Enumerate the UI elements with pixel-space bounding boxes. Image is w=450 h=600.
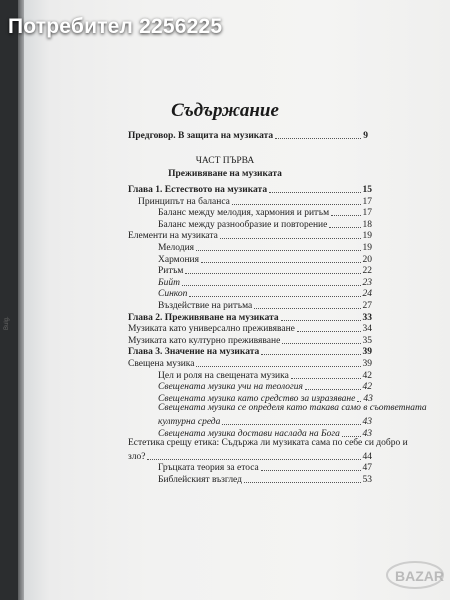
toc-leader-dots: [329, 227, 360, 228]
toc-leader-dots: [189, 296, 360, 297]
toc-entry-title: Свещената музика учи на теология: [158, 382, 303, 393]
toc-entry-title: Глава 3. Значение на музиката: [128, 347, 260, 358]
toc-entry: [158, 369, 372, 381]
toc-entry: [128, 334, 372, 346]
toc-leader-dots: [261, 354, 360, 355]
toc-leader-dots: [342, 436, 361, 437]
toc-leader-dots: [147, 459, 360, 460]
toc-entry: [128, 357, 372, 369]
toc-entry: [158, 392, 372, 404]
toc-entry-title: Гръцката теория за етоса: [158, 463, 259, 474]
toc-leader-dots: [185, 273, 360, 274]
toc-entry: [158, 276, 372, 288]
toc-entry-title: Баланс между мелодия, хармония и ритъм: [158, 208, 330, 219]
toc-entry: [128, 311, 372, 323]
toc-entry: [128, 450, 372, 462]
toc-entry: [158, 473, 372, 485]
toc-entry: [158, 264, 372, 276]
toc-leader-dots: [357, 401, 361, 402]
toc-entry-title: Предговор. В защита на музиката: [128, 131, 274, 141]
toc-entry-title: Принципът на баланса: [138, 196, 230, 207]
toc-entry-title: Бийт: [158, 277, 180, 288]
toc-entry-page: 44: [362, 451, 372, 462]
toc-preface: [128, 129, 368, 141]
toc-entry-page: 33: [362, 312, 372, 323]
toc-entry-title: Свещената музика достави наслада на Бога: [158, 428, 340, 439]
toc-entry-title: Библейският възглед: [158, 475, 242, 485]
toc-entry-page: 47: [362, 463, 372, 474]
bazar-watermark-logo: [385, 560, 445, 590]
toc-entry: [128, 183, 372, 195]
toc-leader-dots: [254, 308, 360, 309]
toc-entry: [158, 206, 372, 218]
toc-entry: [158, 253, 372, 265]
toc-entry: [158, 241, 372, 253]
toc-leader-dots: [291, 378, 361, 379]
toc-entry-page: 18: [362, 219, 372, 230]
seller-username-overlay: Потребител 2256225: [8, 15, 223, 38]
watermark-text: BAZAR: [395, 568, 444, 584]
toc-leader-dots: [232, 204, 361, 205]
toc-entry-page: 42: [362, 370, 372, 381]
toc-entry: [158, 287, 372, 299]
toc-entry-page: 24: [362, 289, 372, 300]
toc-entry-page: 19: [362, 243, 372, 253]
toc-entry-page: 43: [362, 417, 372, 427]
toc-leader-dots: [222, 424, 360, 425]
toc-leader-dots: [261, 470, 361, 471]
toc-entry: [158, 427, 372, 439]
toc-entry: [158, 380, 372, 392]
toc-leader-dots: [201, 262, 361, 263]
toc-entry-page: 15: [362, 185, 372, 195]
toc-entry: [158, 461, 372, 473]
page-margin-text: Bulg.: [4, 316, 10, 330]
toc-leader-dots: [182, 285, 361, 286]
toc-entry-title-line1: Естетика срещу етика: Съдържа ли музиката сама по себе си добро и: [128, 438, 408, 449]
toc-leader-dots: [220, 238, 361, 239]
toc-entry: [128, 345, 372, 357]
toc-entry-page: 39: [362, 347, 372, 358]
toc-entry-title: Свещена музика: [128, 359, 195, 369]
toc-entry-title: Музиката като културно преживяване: [128, 335, 281, 346]
toc-entry-title: Въздействие на ритъма: [158, 301, 253, 311]
toc-leader-dots: [282, 343, 360, 344]
toc-entry-page: 19: [362, 231, 372, 242]
toc-entry-page: 22: [362, 266, 372, 277]
toc-entry-title: Мелодия: [158, 243, 195, 253]
toc-entry-page: 43: [362, 428, 372, 439]
toc-entry: [158, 218, 372, 230]
toc-leader-dots: [275, 138, 361, 139]
toc-entry-title-line1: Свещената музика се определя като такава само в съответната: [158, 403, 427, 414]
toc-entry-page: 35: [362, 335, 372, 346]
toc-leader-dots: [196, 366, 360, 367]
toc-entry-title-line2: зло?: [128, 451, 146, 462]
toc-entry-title: Ритъм: [158, 266, 184, 277]
toc-leader-dots: [331, 215, 360, 216]
toc-entry-title-line2: културна среда: [158, 417, 221, 427]
toc-entry: [128, 322, 372, 334]
contents-heading: Съдържание: [171, 100, 279, 121]
toc-entry: [128, 229, 372, 241]
toc-entry: [138, 195, 372, 207]
toc-entry-title: Глава 1. Естеството на музиката: [128, 185, 268, 195]
toc-entry-page: 17: [362, 196, 372, 207]
part-label: ЧАСТ ПЪРВА: [195, 156, 255, 166]
part-title: Преживяване на музиката: [168, 169, 282, 179]
toc-leader-dots: [305, 389, 361, 390]
toc-entry-title: Цел и роля на свещената музика: [158, 370, 289, 381]
toc-entry-title: Свещената музика като средство за изразяване: [158, 393, 356, 404]
toc-entry-title: Баланс между разнообразие и повторение: [158, 219, 328, 230]
toc-entry-title: Синкоп: [158, 289, 188, 300]
toc-entry-title: Хармония: [158, 254, 199, 265]
toc-entry: [158, 415, 372, 427]
toc-entry-title: Елементи на музиката: [128, 231, 218, 242]
toc-entry: [158, 299, 372, 311]
toc-entry-page: 23: [362, 277, 372, 288]
toc-leader-dots: [297, 331, 361, 332]
toc-entry-page: 42: [362, 382, 372, 393]
toc-entry-page: 27: [362, 301, 372, 311]
toc-leader-dots: [244, 482, 361, 483]
toc-entry-page: 20: [362, 254, 372, 265]
toc-leader-dots: [281, 320, 361, 321]
toc-entry-page: 53: [362, 475, 372, 485]
toc-leader-dots: [269, 192, 360, 193]
toc-entry-page: 17: [362, 208, 372, 219]
toc-entry-title: Глава 2. Преживяване на музиката: [128, 312, 279, 323]
toc-entry-title: Музиката като универсално преживяване: [128, 324, 295, 335]
toc-entry-page: 34: [362, 324, 372, 335]
toc-entry-page: 43: [363, 393, 373, 404]
toc-entry-page: 9: [363, 131, 368, 141]
toc-leader-dots: [196, 250, 360, 251]
toc-entry-page: 39: [362, 359, 372, 369]
